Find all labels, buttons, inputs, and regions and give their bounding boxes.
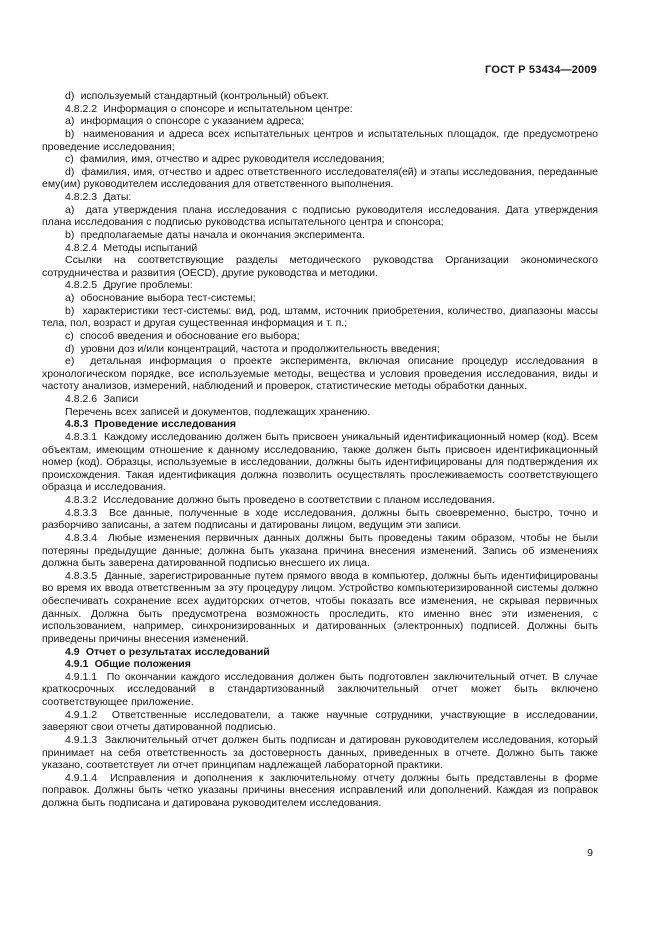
paragraph: 4.8.2.4 Методы испытаний <box>65 241 198 254</box>
paragraph: 4.8.3 Проведение исследования <box>65 418 237 431</box>
paragraph: 4.9.1.1 По окончании каждого исследования должен быть подготовлен заключительный отчет. В случае краткосрочных исследований в стандартизованный заключительный отчет может быть включено соответствующее приложение. <box>42 670 598 708</box>
paragraph: 4.9.1.2 Ответственные исследователи, а также научные сотрудники, участвующие в исследовании, заверяют свои отчеты датированной подписью. <box>42 708 598 734</box>
paragraph: 4.8.3.5 Данные, зарегистрированные путем прямого ввода в компьютер, должны быть идентифицированы во время их ввода ответственным за эту процедуру лицом. Устройство компьютеризированной системы должно обеспечивать сохранение всех аудиторских отчетов, чтобы показать все изменения, не скрывая первичных данных. Должна быть предусмотрена возможность проследить, кто именно внес эти изменения, с использованием, например, синхронизированных и датированных (электронных) подписей. Должны быть приведены причины внесения изменений. <box>42 569 598 645</box>
paragraph: d) используемый стандартный (контрольный) объект. <box>65 90 329 102</box>
paragraph: 4.9.1.4 Исправления и дополнения к заключительному отчету должны быть представлены в форме поправок. Должны быть четко указаны причины внесения исправлений или дополнений. Каждая из поправок должна быть подписана и датирована руководителем исследования. <box>42 771 598 809</box>
paragraph: b) наименования и адреса всех испытательных центров и испытательных площадок, где предусмотрено проведение исследования; <box>42 127 598 153</box>
paragraph: a) дата утверждения плана исследования с подписью руководителя исследования. Дата утверждения плана исследования с подписью руководства испытательного центра и спонсора; <box>42 203 598 229</box>
paragraph: a) обоснование выбора тест-системы; <box>65 292 256 304</box>
paragraph: 4.8.2.5 Другие проблемы: <box>65 279 193 292</box>
paragraph: 4.9.1 Общие положения <box>65 658 191 671</box>
paragraph: 4.8.3.3 Все данные, полученные в ходе исследования, должны быть своевременно, быстро, точно и разборчиво записаны, а затем подписаны и датированы лицом, ведущим эти записи. <box>42 506 598 532</box>
paragraph: 4.8.3.2 Исследование должно быть проведено в соответствии с планом исследования. <box>65 494 495 506</box>
paragraph: 4.9.1.3 Заключительный отчет должен быть подписан и датирован руководителем исследования, который принимает на себя ответственность за достоверность данных, приведенных в отчете. Должно быть также указано, соответствует ли отчет принципам надлежащей лабораторной практики. <box>42 733 598 772</box>
paragraph: c) способ введения и обоснование его выбора; <box>65 329 300 342</box>
paragraph: 4.8.2.6 Записи <box>65 393 139 405</box>
paragraph: 4.8.2.2 Информация о спонсоре и испытательном центре: <box>65 102 353 115</box>
paragraph: Перечень всех записей и документов, подлежащих хранению. <box>65 405 371 418</box>
paragraph: c) фамилия, имя, отчество и адрес руководителя исследования; <box>65 153 385 166</box>
paragraph: 4.8.2.3 Даты: <box>65 191 132 203</box>
paragraph: 4.9 Отчет о результатах исследований <box>65 645 270 658</box>
standard-code: ГОСТ Р 53434—2009 <box>485 64 597 76</box>
paragraph: b) характеристики тест-системы: вид, род, штамм, источник приобретения, количество, диапазоны массы тела, пол, возраст и другая существенная информация и т. п.; <box>42 304 598 330</box>
paragraph: Ссылки на соответствующие разделы методического руководства Организации экономического сотрудничества и развития (OECD), другие руководства и методики. <box>42 254 598 279</box>
paragraph: 4.8.3.4 Любые изменения первичных данных должны быть проведены таким образом, чтобы не были потеряны предыдущие данные; должна быть указана причина внесения изменений. Запись об изменениях должна быть заверена датированной подписью внесшего их лица. <box>42 531 598 570</box>
paragraph: d) фамилия, имя, отчество и адрес ответственного исследователя(ей) и этапы исследования, переданные ему(им) руководителем исследования для ответственного выполнения. <box>42 165 598 191</box>
paragraph: e) детальная информация о проекте эксперимента, включая описание процедур исследования в хронологическом порядке, все используемые методы, вещества и условия проведения исследования, виды и частоту анализов, измерений, наблюдений и проверок, статистические методы обработки данных. <box>42 355 598 393</box>
page-number: 9 <box>587 847 593 859</box>
document-body <box>42 90 598 810</box>
paragraph: b) предполагаемые даты начала и окончания эксперимента. <box>65 228 365 241</box>
paragraph: 4.8.3.1 Каждому исследованию должен быть присвоен уникальный идентификационный номер (код). Всем объектам, имеющим отношение к данному исследованию, также должен быть присвоен идентификационный номер (код). Образцы, используемые в исследовании, должны быть идентифицированы для подтверждения их происхождения. Такая идентификация должна позволить осуществлять прослеживаемость соответствующего образца и исследования. <box>42 430 598 494</box>
paragraph: d) уровни доз и/или концентраций, частота и продолжительность введения; <box>65 342 440 355</box>
paragraph: a) информация о спонсоре с указанием адреса; <box>65 115 305 128</box>
